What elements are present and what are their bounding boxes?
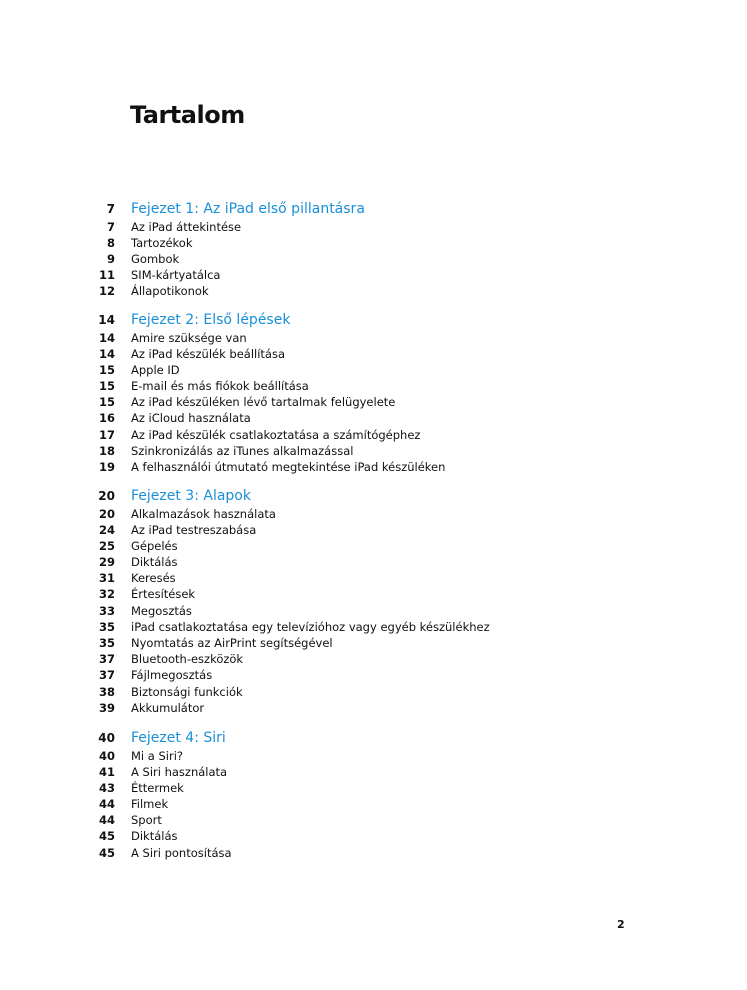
list-item[interactable] [0, 748, 747, 764]
chapter-title[interactable]: Fejezet 1: Az iPad első pillantásra [131, 201, 365, 217]
list-item[interactable] [0, 796, 747, 812]
item-label[interactable]: Akkumulátor [131, 700, 205, 715]
item-label[interactable]: Diktálás [131, 555, 178, 570]
item-page-number: 7 [106, 219, 115, 234]
item-page-number: 45 [98, 845, 115, 860]
item-label[interactable]: Értesítések [131, 587, 196, 602]
item-page-number: 11 [98, 268, 115, 283]
list-item[interactable] [0, 330, 747, 346]
item-label[interactable]: Nyomtatás az AirPrint segítségével [131, 636, 333, 650]
chapter-page-number: 20 [98, 489, 115, 503]
item-page-number: 15 [98, 395, 115, 410]
item-label[interactable]: A Siri pontosítása [131, 845, 232, 860]
item-page-number: 29 [98, 555, 115, 570]
list-item[interactable] [0, 570, 747, 586]
item-page-number: 15 [98, 362, 115, 377]
item-page-number: 31 [98, 571, 115, 586]
list-item[interactable] [0, 828, 747, 844]
item-page-number: 17 [98, 427, 115, 442]
chapter-page-number: 7 [106, 202, 115, 216]
item-page-number: 32 [98, 587, 115, 602]
item-label[interactable]: E-mail és más fiókok beállítása [131, 379, 309, 394]
list-item[interactable] [0, 235, 747, 251]
item-page-number: 14 [98, 346, 115, 361]
item-page-number: 44 [98, 813, 115, 828]
item-label[interactable]: Megosztás [131, 603, 192, 618]
item-label[interactable]: Az iPad készüléken lévő tartalmak felügyelete [131, 395, 396, 410]
chapter-heading[interactable] [0, 311, 747, 329]
list-item[interactable] [0, 764, 747, 780]
item-page-number: 33 [98, 603, 115, 618]
item-label[interactable]: A Siri használata [131, 764, 228, 779]
item-label[interactable]: Apple ID [131, 362, 180, 377]
item-page-number: 43 [98, 780, 115, 795]
chapter-title[interactable]: Fejezet 3: Alapok [131, 488, 251, 504]
list-item[interactable] [0, 394, 747, 410]
item-label[interactable]: SIM-kártyatálca [131, 268, 221, 283]
item-label[interactable]: Állapotikonok [131, 284, 209, 299]
list-item[interactable] [0, 700, 747, 716]
list-item[interactable] [0, 603, 747, 619]
chapter-page-number: 14 [98, 313, 115, 327]
chapter-title[interactable]: Fejezet 4: Siri [131, 730, 226, 746]
list-item[interactable] [0, 812, 747, 828]
list-item[interactable] [0, 427, 747, 443]
list-item[interactable] [0, 378, 747, 394]
item-label[interactable]: Diktálás [131, 829, 178, 844]
list-item[interactable] [0, 651, 747, 667]
chapter-1 [0, 200, 747, 299]
item-page-number: 18 [98, 443, 115, 458]
item-label[interactable]: A felhasználói útmutató megtekintése iPad készüléken [131, 460, 446, 474]
item-page-number: 38 [98, 684, 115, 699]
chapter-2 [0, 311, 747, 475]
item-label[interactable]: Gombok [131, 251, 180, 266]
list-item[interactable] [0, 459, 747, 475]
item-label[interactable]: Éttermek [131, 780, 184, 795]
item-label[interactable]: Az iPad készülék csatlakoztatása a számítógéphez [131, 427, 421, 442]
item-label[interactable]: iPad csatlakoztatása egy televízióhoz vagy egyéb készülékhez [131, 619, 490, 634]
item-page-number: 35 [98, 636, 115, 650]
item-label[interactable]: Tartozékok [131, 235, 193, 250]
item-page-number: 41 [98, 764, 115, 779]
list-item[interactable] [0, 410, 747, 426]
item-label[interactable]: Amire szüksége van [131, 330, 247, 345]
item-label[interactable]: Fájlmegosztás [131, 668, 213, 683]
list-item[interactable] [0, 684, 747, 700]
list-item[interactable] [0, 538, 747, 554]
item-page-number: 25 [98, 538, 115, 553]
item-label[interactable]: Gépelés [131, 538, 178, 553]
list-item[interactable] [0, 251, 747, 267]
item-label[interactable]: Filmek [131, 797, 169, 812]
list-item[interactable] [0, 283, 747, 299]
item-label[interactable]: Sport [131, 813, 162, 828]
list-item[interactable] [0, 554, 747, 570]
item-page-number: 45 [98, 829, 115, 844]
item-page-number: 12 [98, 284, 115, 299]
chapter-heading[interactable] [0, 729, 747, 747]
list-item[interactable] [0, 619, 747, 635]
item-page-number: 19 [98, 460, 115, 474]
list-item[interactable] [0, 586, 747, 602]
list-item[interactable] [0, 362, 747, 378]
item-page-number: 39 [98, 700, 115, 715]
page-number: 2 [617, 918, 625, 931]
item-label[interactable]: Az iPad testreszabása [131, 522, 257, 537]
chapter-4 [0, 729, 747, 861]
list-item[interactable] [0, 267, 747, 283]
item-page-number: 37 [98, 668, 115, 683]
item-page-number: 14 [98, 330, 115, 345]
item-label[interactable]: Alkalmazások használata [131, 506, 276, 521]
list-item[interactable] [0, 635, 747, 651]
item-page-number: 8 [106, 235, 115, 250]
chapter-heading[interactable] [0, 200, 747, 218]
list-item[interactable] [0, 667, 747, 683]
list-item[interactable] [0, 219, 747, 235]
list-item[interactable] [0, 346, 747, 362]
item-page-number: 35 [98, 619, 115, 634]
item-page-number: 37 [98, 652, 115, 667]
list-item[interactable] [0, 522, 747, 538]
item-label[interactable]: Mi a Siri? [131, 748, 183, 763]
chapter-3 [0, 487, 747, 716]
item-label[interactable]: Szinkronizálás az iTunes alkalmazással [131, 443, 354, 458]
list-item[interactable] [0, 443, 747, 459]
chapter-page-number: 40 [98, 731, 115, 745]
list-item[interactable] [0, 780, 747, 796]
item-label[interactable]: Bluetooth-eszközök [131, 652, 244, 667]
item-page-number: 20 [98, 506, 115, 521]
item-label[interactable]: Az iPad áttekintése [131, 219, 242, 234]
page-title: Tartalom [130, 101, 245, 129]
list-item[interactable] [0, 845, 747, 861]
chapter-heading[interactable] [0, 487, 747, 505]
item-page-number: 16 [98, 411, 115, 426]
list-item[interactable] [0, 506, 747, 522]
chapter-title[interactable]: Fejezet 2: Első lépések [131, 312, 291, 328]
item-label[interactable]: Az iCloud használata [131, 411, 251, 426]
item-label[interactable]: Keresés [131, 571, 176, 586]
item-label[interactable]: Az iPad készülék beállítása [131, 346, 286, 361]
item-label[interactable]: Biztonsági funkciók [131, 684, 243, 699]
item-page-number: 15 [98, 379, 115, 394]
item-page-number: 44 [98, 797, 115, 812]
item-page-number: 40 [98, 748, 115, 763]
item-page-number: 9 [106, 251, 115, 266]
item-page-number: 24 [98, 522, 115, 537]
